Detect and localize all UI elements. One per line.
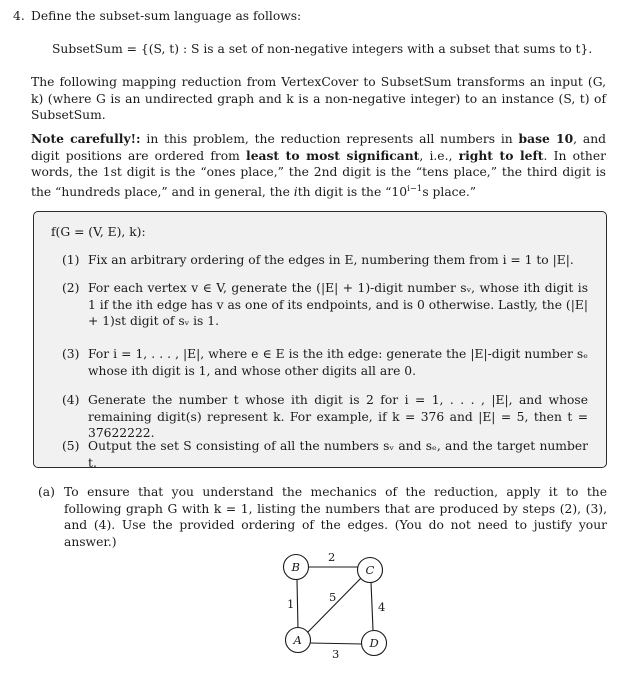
note-order: least to most significant <box>246 147 420 163</box>
note-text-1: in this problem, the reduction represents all numbers in <box>140 132 519 146</box>
step-text: For each vertex v ∈ V, generate the (|E| + 1)-digit number sᵥ, whose ith digit is 1 if the ith edge has v as one of its endpoints, and is 0 otherwise. Lastly, the (|E| + 1)st digit of sᵥ is 1. <box>88 281 588 329</box>
step-number: (2) <box>62 281 80 295</box>
edge-label: 4 <box>378 600 386 614</box>
reduction-step <box>62 280 588 330</box>
reduction-header: f(G = (V, E), k): <box>51 225 146 239</box>
note-base: base 10 <box>518 131 574 146</box>
reduction-step <box>62 392 588 442</box>
node-label-b: B <box>291 560 300 574</box>
problem-number: 4. <box>13 9 25 23</box>
note-text-5: th digit is the “10 <box>297 184 408 199</box>
edge-label: 3 <box>332 647 340 661</box>
step-number: (3) <box>62 347 80 361</box>
note-exponent: i−1 <box>407 183 423 194</box>
graph-edge <box>309 643 363 644</box>
step-text: For i = 1, . . . , |E|, where e ∈ E is the ith edge: generate the |E|-digit number sₑ whose ith digit is 1, and whose other digits all are 0. <box>88 347 588 378</box>
graph-figure <box>270 545 400 665</box>
step-text: Fix an arbitrary ordering of the edges in E, numbering them from i = 1 to |E|. <box>88 253 574 267</box>
note-text-3: , i.e., <box>419 148 459 163</box>
node-label-a: A <box>293 633 302 647</box>
node-label-c: C <box>365 563 375 577</box>
step-text: Generate the number t whose ith digit is 2 for i = 1, . . . , |E|, and whose remaining digit(s) represent k. For example, if k = 376 and |E| = 5, then t = 37622222. <box>88 393 588 441</box>
node-label-d: D <box>369 636 379 650</box>
subsetsum-definition: SubsetSum = {(S, t) : S is a set of non-negative integers with a subset that sums to t}. <box>52 42 593 56</box>
graph-edge <box>307 576 363 633</box>
edge-label: 1 <box>287 597 295 611</box>
reduction-step <box>62 252 588 269</box>
note-text-4: . In other words, the 1st digit is the “ones place,” the 2nd digit is the “tens place,” the third digit is the “hundreds place,” and in general, the <box>31 148 606 199</box>
reduction-box <box>33 211 607 468</box>
edge-label: 2 <box>328 550 336 564</box>
step-text: Output the set S consisting of all the numbers sᵥ and sₑ, and the target number t. <box>88 439 588 470</box>
part-a-text: To ensure that you understand the mechanics of the reduction, apply it to the following graph G with k = 1, listing the numbers that are produced by steps (2), (3), and (4). Use the provided ordering of the edges. (You do not need to justify your answer.) <box>64 485 607 549</box>
problem-intro: Define the subset-sum language as follows: <box>31 9 302 23</box>
note-text-2: , and digit positions are ordered from <box>31 132 606 163</box>
note-paragraph <box>31 131 606 200</box>
mapping-paragraph: The following mapping reduction from VertexCover to SubsetSum transforms an input (G, k) (where G is an undirected graph and k is a non-negative integer) to an instance (S, t) of SubsetSum. <box>31 75 606 123</box>
edge-label: 5 <box>329 590 337 604</box>
reduction-step <box>62 438 588 471</box>
graph-edge <box>297 580 298 629</box>
step-number: (4) <box>62 393 80 407</box>
step-number: (1) <box>62 253 80 267</box>
note-direction: right to left <box>458 147 544 163</box>
graph-edge <box>371 582 373 630</box>
reduction-step <box>62 346 588 379</box>
step-number: (5) <box>62 439 80 453</box>
note-text-6: s place.” <box>422 184 477 199</box>
note-ith: i <box>293 184 298 199</box>
note-label: Note carefully!: <box>31 131 141 146</box>
part-a-label: (a) <box>38 485 55 499</box>
